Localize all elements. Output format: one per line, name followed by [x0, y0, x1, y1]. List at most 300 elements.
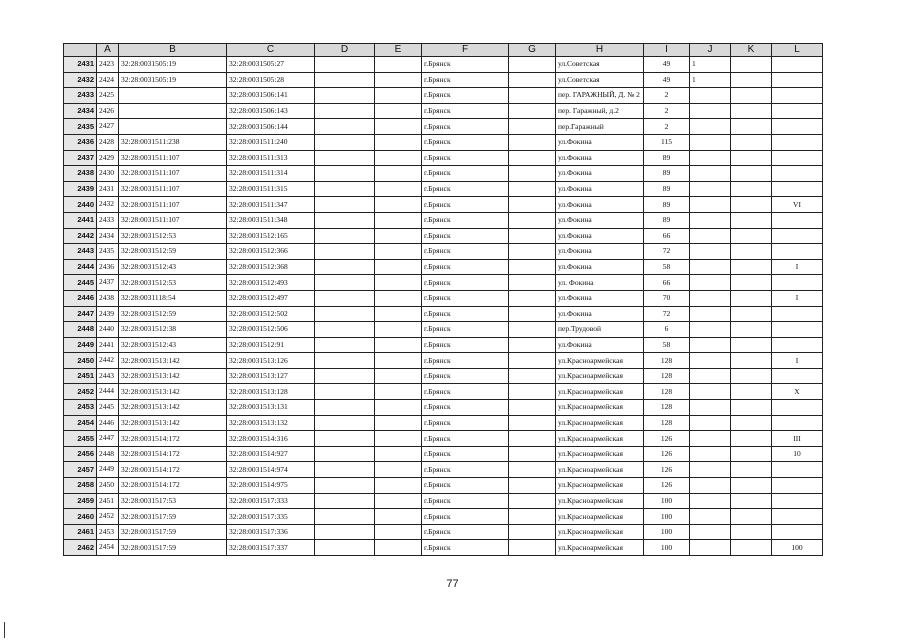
cell-j[interactable]	[690, 181, 731, 197]
cell-e[interactable]	[375, 72, 422, 88]
cell-j[interactable]: 1	[690, 72, 731, 88]
row-header[interactable]: 2451	[64, 368, 97, 384]
cell-d[interactable]	[315, 119, 375, 135]
cell-b[interactable]: 32:28:0031512:59	[119, 244, 227, 260]
cell-f[interactable]: г.Брянск	[422, 197, 509, 213]
cell-g[interactable]	[509, 119, 556, 135]
cell-k[interactable]	[731, 509, 772, 525]
column-header-g[interactable]: G	[509, 44, 556, 57]
cell-l[interactable]	[772, 462, 823, 478]
cell-b[interactable]	[119, 88, 227, 104]
cell-h[interactable]: ул.Фокина	[556, 337, 644, 353]
cell-h[interactable]: ул.Красноармейская	[556, 353, 644, 369]
row-header[interactable]: 2454	[64, 415, 97, 431]
cell-f[interactable]: г.Брянск	[422, 228, 509, 244]
cell-b[interactable]: 32:28:0031512:43	[119, 337, 227, 353]
cell-i[interactable]: 128	[644, 415, 690, 431]
cell-k[interactable]	[731, 212, 772, 228]
cell-e[interactable]	[375, 228, 422, 244]
cell-i[interactable]: 6	[644, 322, 690, 338]
cell-a[interactable]: 2451	[97, 493, 119, 509]
cell-l[interactable]: I	[772, 353, 823, 369]
cell-k[interactable]	[731, 166, 772, 182]
column-header-c[interactable]: C	[227, 44, 315, 57]
cell-l[interactable]	[772, 57, 823, 73]
cell-f[interactable]: г.Брянск	[422, 478, 509, 494]
cell-l[interactable]: I	[772, 259, 823, 275]
cell-b[interactable]: 32:28:0031118:54	[119, 290, 227, 306]
cell-j[interactable]	[690, 509, 731, 525]
cell-h[interactable]: ул.Красноармейская	[556, 540, 644, 556]
cell-d[interactable]	[315, 228, 375, 244]
column-header-f[interactable]: F	[422, 44, 509, 57]
cell-f[interactable]: г.Брянск	[422, 103, 509, 119]
cell-l[interactable]	[772, 524, 823, 540]
cell-e[interactable]	[375, 509, 422, 525]
cell-f[interactable]: г.Брянск	[422, 290, 509, 306]
cell-e[interactable]	[375, 493, 422, 509]
cell-k[interactable]	[731, 228, 772, 244]
cell-f[interactable]: г.Брянск	[422, 509, 509, 525]
cell-f[interactable]: г.Брянск	[422, 275, 509, 291]
row-header[interactable]: 2440	[64, 197, 97, 213]
cell-b[interactable]: 32:28:0031513:142	[119, 400, 227, 416]
cell-b[interactable]: 32:28:0031511:107	[119, 197, 227, 213]
cell-i[interactable]: 2	[644, 103, 690, 119]
cell-l[interactable]	[772, 322, 823, 338]
cell-e[interactable]	[375, 478, 422, 494]
cell-j[interactable]	[690, 462, 731, 478]
cell-a[interactable]: 2428	[97, 134, 119, 150]
cell-f[interactable]: г.Брянск	[422, 306, 509, 322]
cell-k[interactable]	[731, 415, 772, 431]
cell-j[interactable]	[690, 306, 731, 322]
cell-e[interactable]	[375, 384, 422, 400]
cell-j[interactable]	[690, 134, 731, 150]
cell-c[interactable]: 32:28:0031506:144	[227, 119, 315, 135]
cell-j[interactable]	[690, 353, 731, 369]
cell-b[interactable]: 32:28:0031511:107	[119, 150, 227, 166]
cell-f[interactable]: г.Брянск	[422, 446, 509, 462]
cell-g[interactable]	[509, 353, 556, 369]
cell-k[interactable]	[731, 150, 772, 166]
cell-j[interactable]	[690, 166, 731, 182]
cell-e[interactable]	[375, 431, 422, 447]
cell-i[interactable]: 89	[644, 150, 690, 166]
cell-g[interactable]	[509, 446, 556, 462]
row-header[interactable]: 2438	[64, 166, 97, 182]
cell-f[interactable]: г.Брянск	[422, 181, 509, 197]
cell-d[interactable]	[315, 57, 375, 73]
cell-d[interactable]	[315, 337, 375, 353]
row-header[interactable]: 2432	[64, 72, 97, 88]
cell-d[interactable]	[315, 540, 375, 556]
row-header[interactable]: 2445	[64, 275, 97, 291]
cell-f[interactable]: г.Брянск	[422, 368, 509, 384]
cell-c[interactable]: 32:28:0031513:126	[227, 353, 315, 369]
cell-f[interactable]: г.Брянск	[422, 150, 509, 166]
cell-b[interactable]: 32:28:0031513:142	[119, 415, 227, 431]
cell-j[interactable]	[690, 524, 731, 540]
row-header[interactable]: 2441	[64, 212, 97, 228]
cell-g[interactable]	[509, 197, 556, 213]
cell-b[interactable]: 32:28:0031512:59	[119, 306, 227, 322]
cell-k[interactable]	[731, 275, 772, 291]
column-header-l[interactable]: L	[772, 44, 823, 57]
cell-f[interactable]: г.Брянск	[422, 134, 509, 150]
cell-l[interactable]: VI	[772, 197, 823, 213]
cell-c[interactable]: 32:28:0031514:974	[227, 462, 315, 478]
cell-g[interactable]	[509, 181, 556, 197]
cell-j[interactable]	[690, 431, 731, 447]
cell-c[interactable]: 32:28:0031511:313	[227, 150, 315, 166]
cell-c[interactable]: 32:28:0031517:333	[227, 493, 315, 509]
cell-i[interactable]: 49	[644, 57, 690, 73]
cell-l[interactable]: 100	[772, 540, 823, 556]
cell-k[interactable]	[731, 431, 772, 447]
row-header[interactable]: 2450	[64, 353, 97, 369]
cell-a[interactable]: 2433	[97, 212, 119, 228]
row-header[interactable]: 2462	[64, 540, 97, 556]
cell-l[interactable]	[772, 166, 823, 182]
cell-a[interactable]: 2432	[97, 197, 119, 213]
cell-b[interactable]: 32:28:0031517:53	[119, 493, 227, 509]
cell-d[interactable]	[315, 166, 375, 182]
cell-i[interactable]: 126	[644, 478, 690, 494]
cell-i[interactable]: 70	[644, 290, 690, 306]
cell-a[interactable]: 2425	[97, 88, 119, 104]
cell-l[interactable]	[772, 415, 823, 431]
cell-f[interactable]: г.Брянск	[422, 384, 509, 400]
cell-e[interactable]	[375, 88, 422, 104]
cell-h[interactable]: ул.Красноармейская	[556, 431, 644, 447]
cell-i[interactable]: 72	[644, 306, 690, 322]
cell-d[interactable]	[315, 431, 375, 447]
cell-d[interactable]	[315, 275, 375, 291]
cell-a[interactable]: 2435	[97, 244, 119, 260]
row-header[interactable]: 2452	[64, 384, 97, 400]
cell-i[interactable]: 2	[644, 88, 690, 104]
cell-a[interactable]: 2423	[97, 57, 119, 73]
cell-g[interactable]	[509, 306, 556, 322]
cell-c[interactable]: 32:28:0031517:337	[227, 540, 315, 556]
cell-d[interactable]	[315, 244, 375, 260]
cell-i[interactable]: 128	[644, 384, 690, 400]
cell-j[interactable]	[690, 88, 731, 104]
cell-i[interactable]: 2	[644, 119, 690, 135]
cell-e[interactable]	[375, 119, 422, 135]
cell-j[interactable]	[690, 322, 731, 338]
cell-d[interactable]	[315, 259, 375, 275]
cell-d[interactable]	[315, 493, 375, 509]
cell-a[interactable]: 2454	[97, 540, 119, 556]
cell-l[interactable]	[772, 72, 823, 88]
cell-f[interactable]: г.Брянск	[422, 400, 509, 416]
row-header[interactable]: 2431	[64, 57, 97, 73]
cell-g[interactable]	[509, 509, 556, 525]
cell-l[interactable]	[772, 88, 823, 104]
cell-k[interactable]	[731, 306, 772, 322]
cell-d[interactable]	[315, 415, 375, 431]
cell-k[interactable]	[731, 197, 772, 213]
cell-b[interactable]: 32:28:0031511:238	[119, 134, 227, 150]
cell-k[interactable]	[731, 259, 772, 275]
row-header[interactable]: 2442	[64, 228, 97, 244]
cell-b[interactable]: 32:28:0031505:19	[119, 72, 227, 88]
cell-c[interactable]: 32:28:0031511:314	[227, 166, 315, 182]
cell-g[interactable]	[509, 368, 556, 384]
cell-e[interactable]	[375, 212, 422, 228]
cell-g[interactable]	[509, 228, 556, 244]
cell-l[interactable]	[772, 244, 823, 260]
cell-k[interactable]	[731, 181, 772, 197]
cell-l[interactable]	[772, 509, 823, 525]
cell-g[interactable]	[509, 212, 556, 228]
cell-e[interactable]	[375, 181, 422, 197]
cell-h[interactable]: ул.Красноармейская	[556, 400, 644, 416]
cell-g[interactable]	[509, 166, 556, 182]
column-header-e[interactable]: E	[375, 44, 422, 57]
cell-j[interactable]	[690, 415, 731, 431]
cell-f[interactable]: г.Брянск	[422, 493, 509, 509]
cell-a[interactable]: 2453	[97, 524, 119, 540]
cell-l[interactable]: 10	[772, 446, 823, 462]
cell-l[interactable]	[772, 368, 823, 384]
column-header-j[interactable]: J	[690, 44, 731, 57]
cell-j[interactable]	[690, 290, 731, 306]
row-header[interactable]: 2447	[64, 306, 97, 322]
cell-d[interactable]	[315, 181, 375, 197]
cell-k[interactable]	[731, 462, 772, 478]
cell-l[interactable]	[772, 181, 823, 197]
cell-j[interactable]	[690, 493, 731, 509]
corner-cell[interactable]	[64, 44, 97, 57]
cell-b[interactable]: 32:28:0031514:172	[119, 478, 227, 494]
cell-i[interactable]: 126	[644, 446, 690, 462]
cell-e[interactable]	[375, 400, 422, 416]
cell-g[interactable]	[509, 524, 556, 540]
cell-h[interactable]: пер. Гаражный, д.2	[556, 103, 644, 119]
cell-d[interactable]	[315, 478, 375, 494]
cell-i[interactable]: 126	[644, 462, 690, 478]
cell-e[interactable]	[375, 524, 422, 540]
column-header-d[interactable]: D	[315, 44, 375, 57]
cell-g[interactable]	[509, 431, 556, 447]
cell-l[interactable]	[772, 478, 823, 494]
cell-l[interactable]	[772, 306, 823, 322]
cell-b[interactable]	[119, 103, 227, 119]
row-header[interactable]: 2453	[64, 400, 97, 416]
cell-d[interactable]	[315, 524, 375, 540]
cell-a[interactable]: 2450	[97, 478, 119, 494]
cell-b[interactable]: 32:28:0031511:107	[119, 212, 227, 228]
cell-j[interactable]	[690, 197, 731, 213]
cell-e[interactable]	[375, 103, 422, 119]
cell-i[interactable]: 89	[644, 197, 690, 213]
cell-c[interactable]: 32:28:0031511:315	[227, 181, 315, 197]
row-header[interactable]: 2443	[64, 244, 97, 260]
cell-h[interactable]: ул.Фокина	[556, 290, 644, 306]
cell-l[interactable]	[772, 228, 823, 244]
cell-f[interactable]: г.Брянск	[422, 212, 509, 228]
cell-f[interactable]: г.Брянск	[422, 119, 509, 135]
cell-b[interactable]: 32:28:0031512:53	[119, 275, 227, 291]
cell-d[interactable]	[315, 150, 375, 166]
cell-c[interactable]: 32:28:0031506:141	[227, 88, 315, 104]
cell-d[interactable]	[315, 103, 375, 119]
cell-j[interactable]	[690, 259, 731, 275]
cell-e[interactable]	[375, 244, 422, 260]
cell-l[interactable]	[772, 103, 823, 119]
row-header[interactable]: 2457	[64, 462, 97, 478]
cell-e[interactable]	[375, 166, 422, 182]
cell-b[interactable]: 32:28:0031505:19	[119, 57, 227, 73]
cell-i[interactable]: 100	[644, 524, 690, 540]
cell-i[interactable]: 100	[644, 493, 690, 509]
cell-d[interactable]	[315, 400, 375, 416]
cell-f[interactable]: г.Брянск	[422, 337, 509, 353]
cell-l[interactable]	[772, 493, 823, 509]
cell-l[interactable]: X	[772, 384, 823, 400]
cell-k[interactable]	[731, 337, 772, 353]
cell-c[interactable]: 32:28:0031513:127	[227, 368, 315, 384]
cell-b[interactable]: 32:28:0031513:142	[119, 368, 227, 384]
column-header-a[interactable]: A	[97, 44, 119, 57]
row-header[interactable]: 2448	[64, 322, 97, 338]
cell-e[interactable]	[375, 197, 422, 213]
cell-i[interactable]: 128	[644, 353, 690, 369]
cell-a[interactable]: 2431	[97, 181, 119, 197]
cell-e[interactable]	[375, 415, 422, 431]
cell-d[interactable]	[315, 353, 375, 369]
cell-i[interactable]: 72	[644, 244, 690, 260]
cell-l[interactable]	[772, 212, 823, 228]
cell-g[interactable]	[509, 415, 556, 431]
cell-l[interactable]	[772, 119, 823, 135]
cell-l[interactable]	[772, 134, 823, 150]
cell-i[interactable]: 49	[644, 72, 690, 88]
cell-a[interactable]: 2426	[97, 103, 119, 119]
cell-j[interactable]	[690, 228, 731, 244]
cell-a[interactable]: 2437	[97, 275, 119, 291]
cell-h[interactable]: ул.Красноармейская	[556, 493, 644, 509]
cell-a[interactable]: 2430	[97, 166, 119, 182]
cell-c[interactable]: 32:28:0031514:927	[227, 446, 315, 462]
cell-d[interactable]	[315, 306, 375, 322]
cell-j[interactable]	[690, 400, 731, 416]
cell-i[interactable]: 100	[644, 540, 690, 556]
cell-d[interactable]	[315, 368, 375, 384]
cell-h[interactable]: ул.Фокина	[556, 306, 644, 322]
cell-a[interactable]: 2452	[97, 509, 119, 525]
cell-h[interactable]: ул.Фокина	[556, 259, 644, 275]
cell-a[interactable]: 2445	[97, 400, 119, 416]
row-header[interactable]: 2436	[64, 134, 97, 150]
cell-e[interactable]	[375, 134, 422, 150]
row-header[interactable]: 2437	[64, 150, 97, 166]
cell-c[interactable]: 32:28:0031513:131	[227, 400, 315, 416]
cell-a[interactable]: 2440	[97, 322, 119, 338]
cell-h[interactable]: пер. ГАРАЖНЫЙ, Д. № 2	[556, 88, 644, 104]
row-header[interactable]: 2459	[64, 493, 97, 509]
cell-c[interactable]: 32:28:0031511:347	[227, 197, 315, 213]
cell-f[interactable]: г.Брянск	[422, 72, 509, 88]
cell-b[interactable]: 32:28:0031514:172	[119, 431, 227, 447]
cell-i[interactable]: 100	[644, 509, 690, 525]
cell-i[interactable]: 89	[644, 181, 690, 197]
cell-i[interactable]: 66	[644, 275, 690, 291]
cell-c[interactable]: 32:28:0031512:368	[227, 259, 315, 275]
row-header[interactable]: 2435	[64, 119, 97, 135]
cell-l[interactable]	[772, 150, 823, 166]
cell-c[interactable]: 32:28:0031513:128	[227, 384, 315, 400]
row-header[interactable]: 2461	[64, 524, 97, 540]
cell-d[interactable]	[315, 446, 375, 462]
cell-f[interactable]: г.Брянск	[422, 166, 509, 182]
row-header[interactable]: 2446	[64, 290, 97, 306]
cell-b[interactable]: 32:28:0031517:59	[119, 540, 227, 556]
cell-b[interactable]	[119, 119, 227, 135]
cell-h[interactable]: ул.Фокина	[556, 150, 644, 166]
cell-c[interactable]: 32:28:0031511:240	[227, 134, 315, 150]
cell-c[interactable]: 32:28:0031512:493	[227, 275, 315, 291]
cell-a[interactable]: 2434	[97, 228, 119, 244]
cell-e[interactable]	[375, 368, 422, 384]
cell-b[interactable]: 32:28:0031513:142	[119, 384, 227, 400]
cell-d[interactable]	[315, 134, 375, 150]
cell-j[interactable]	[690, 337, 731, 353]
cell-c[interactable]: 32:28:0031512:165	[227, 228, 315, 244]
cell-c[interactable]: 32:28:0031517:336	[227, 524, 315, 540]
cell-g[interactable]	[509, 478, 556, 494]
cell-g[interactable]	[509, 134, 556, 150]
cell-h[interactable]: ул.Фокина	[556, 228, 644, 244]
cell-g[interactable]	[509, 384, 556, 400]
cell-j[interactable]: 1	[690, 57, 731, 73]
cell-j[interactable]	[690, 384, 731, 400]
cell-k[interactable]	[731, 103, 772, 119]
cell-l[interactable]	[772, 275, 823, 291]
cell-a[interactable]: 2443	[97, 368, 119, 384]
cell-f[interactable]: г.Брянск	[422, 57, 509, 73]
cell-g[interactable]	[509, 103, 556, 119]
cell-c[interactable]: 32:28:0031512:497	[227, 290, 315, 306]
cell-a[interactable]: 2436	[97, 259, 119, 275]
cell-b[interactable]: 32:28:0031511:107	[119, 166, 227, 182]
cell-h[interactable]: ул.Фокина	[556, 197, 644, 213]
cell-g[interactable]	[509, 72, 556, 88]
cell-h[interactable]: ул.Красноармейская	[556, 446, 644, 462]
cell-h[interactable]: ул.Фокина	[556, 181, 644, 197]
cell-e[interactable]	[375, 322, 422, 338]
cell-i[interactable]: 66	[644, 228, 690, 244]
cell-k[interactable]	[731, 524, 772, 540]
cell-f[interactable]: г.Брянск	[422, 540, 509, 556]
cell-g[interactable]	[509, 462, 556, 478]
cell-j[interactable]	[690, 244, 731, 260]
column-header-b[interactable]: B	[119, 44, 227, 57]
cell-k[interactable]	[731, 134, 772, 150]
cell-e[interactable]	[375, 446, 422, 462]
cell-a[interactable]: 2429	[97, 150, 119, 166]
cell-k[interactable]	[731, 446, 772, 462]
cell-g[interactable]	[509, 337, 556, 353]
cell-b[interactable]: 32:28:0031514:172	[119, 446, 227, 462]
cell-l[interactable]	[772, 400, 823, 416]
cell-k[interactable]	[731, 384, 772, 400]
cell-c[interactable]: 32:28:0031514:975	[227, 478, 315, 494]
cell-g[interactable]	[509, 322, 556, 338]
